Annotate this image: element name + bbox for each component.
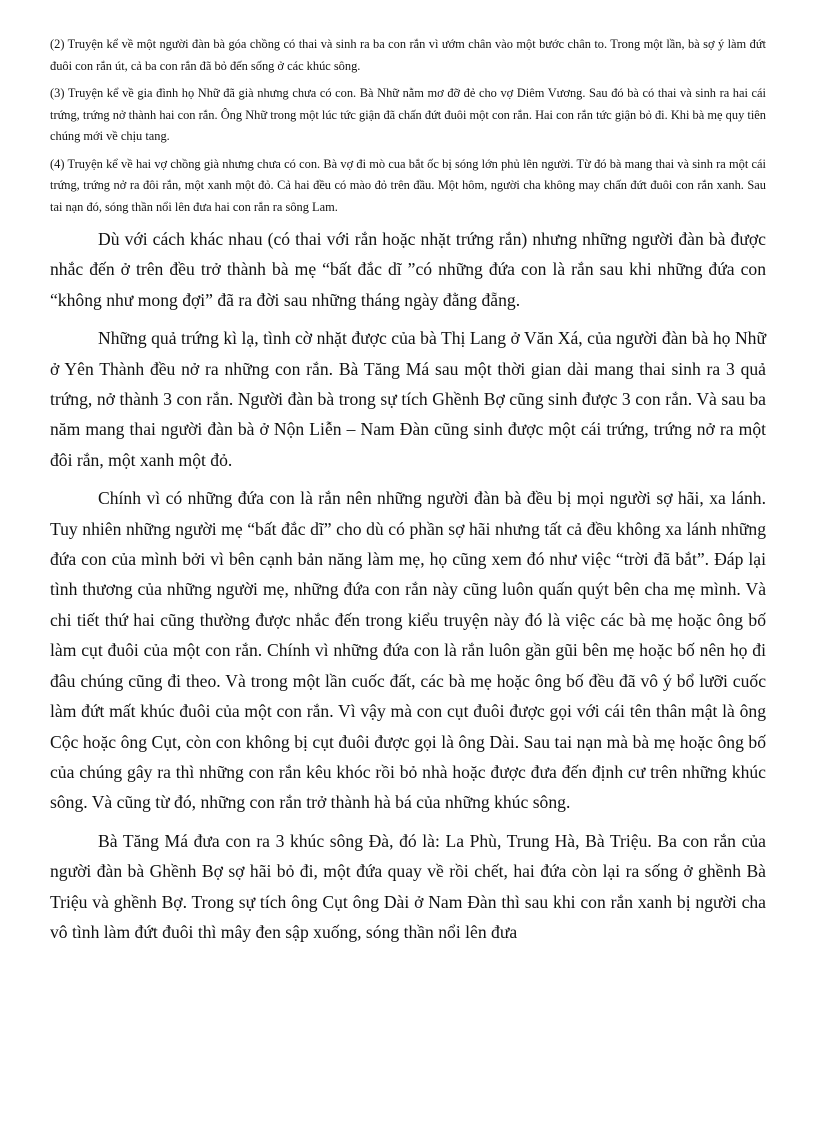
footnote-3: (3) Truyện kể về gia đình họ Nhữ đã già nhưng chưa có con. Bà Nhữ nằm mơ đỡ đẻ cho vợ Diêm Vương. Sau đó bà có thai và sinh ra hai cái trứng, trứng nở thành hai con rắn. Ông Nhữ trong một lúc tức giận đã chấn đứt đuôi một con rắn. Hai con rắn tức giận bỏ đi. Khi bà mẹ quy tiên chúng mới về chịu tang.: [50, 86, 766, 143]
body-paragraph-2: Những quả trứng kì lạ, tình cờ nhặt được của bà Thị Lang ở Văn Xá, của người đàn bà họ Nhữ ở Yên Thành đều nở ra những con rắn. Bà Tăng Má sau một thời gian dài mang thai sinh ra 3 quả trứng, nở thành 3 con rắn. Người đàn bà trong sự tích Ghềnh Bợ cũng sinh được 3 con rắn. Và sau ba năm mang thai người đàn bà ở Nộn Liễn – Nam Đàn cũng sinh được một cái trứng, trứng nở ra một đôi rắn, một xanh một đỏ.: [50, 328, 766, 470]
body-paragraph-3: Chính vì có những đứa con là rắn nên những người đàn bà đều bị mọi người sợ hãi, xa lánh. Tuy nhiên những người mẹ “bất đắc dĩ” cho dù có phần sợ hãi nhưng tất cả đều không xa lánh những đứa con của mình bởi vì bên cạnh bản năng làm mẹ, họ cũng xem đó như việc “trời đã bắt”. Đáp lại tình thương của những người mẹ, những đứa con rắn này cũng luôn quấn quýt bên cha mẹ mình. Và chi tiết thứ hai cũng thường được nhắc đến trong kiểu truyện này đó là việc các bà mẹ hoặc ông bố làm cụt đuôi của một con rắn. Chính vì những đứa con là rắn luôn gần gũi bên mẹ hoặc bố nên họ đi đâu chúng cũng đi theo. Và trong một lần cuốc đất, các bà mẹ hoặc ông bố đều đã vô ý bổ lưỡi cuốc làm đứt mất khúc đuôi của một con rắn. Vì vậy mà con cụt đuôi được gọi với cái tên thân mật là ông Cộc hoặc ông Cụt, còn con không bị cụt đuôi được gọi là ông Dài. Sau tai nạn mà bà mẹ hoặc ông bố của chúng gây ra thì những con rắn kêu khóc rồi bỏ nhà hoặc được đưa đến định cư trên những khúc sông. Và cũng từ đó, những con rắn trở thành hà bá của những khúc sông.: [50, 488, 766, 813]
footnote-4: (4) Truyện kể về hai vợ chồng già nhưng chưa có con. Bà vợ đi mò cua bắt ốc bị sóng lớn phủ lên người. Từ đó bà mang thai và sinh ra một cái trứng, trứng nở ra đôi rắn, một xanh một đỏ. Cả hai đều có mào đỏ trên đầu. Một hôm, người cha không may chấn đứt đuôi con rắn xanh. Sau tai nạn đó, sóng thần nổi lên đưa hai con rắn ra sông Lam.: [50, 156, 766, 214]
body-paragraph-4: Bà Tăng Má đưa con ra 3 khúc sông Đà, đó là: La Phù, Trung Hà, Bà Triệu. Ba con rắn của người đàn bà Ghềnh Bợ sợ hãi bỏ đi, một đứa quay về rồi chết, hai đứa còn lại ra sống ở ghềnh Bà Triệu và ghềnh Bợ. Trong sự tích ông Cụt ông Dài ở Nam Đàn thì sau khi con rắn xanh bị người cha vô tình làm đứt đuôi thì mây đen sập xuống, sóng thần nổi lên đưa: [50, 830, 766, 942]
body-paragraph-1: Dù với cách khác nhau (có thai với rắn hoặc nhặt trứng rắn) nhưng những người đàn bà được nhắc đến ở trên đều trở thành bà mẹ “bất đắc dĩ ”có những đứa con là rắn sau khi những đứa con “không như mong đợi” đã ra đời sau những tháng ngày đằng đẵng.: [50, 229, 766, 310]
footnote-2: (2) Truyện kể về một người đàn bà góa chồng có thai và sinh ra ba con rắn vì ướm chân vào một bước chân to. Trong một lần, bà sợ ý làm đứt đuôi con rắn út, cả ba con rắn đã bỏ đến sống ở các khúc sông.: [50, 37, 766, 73]
